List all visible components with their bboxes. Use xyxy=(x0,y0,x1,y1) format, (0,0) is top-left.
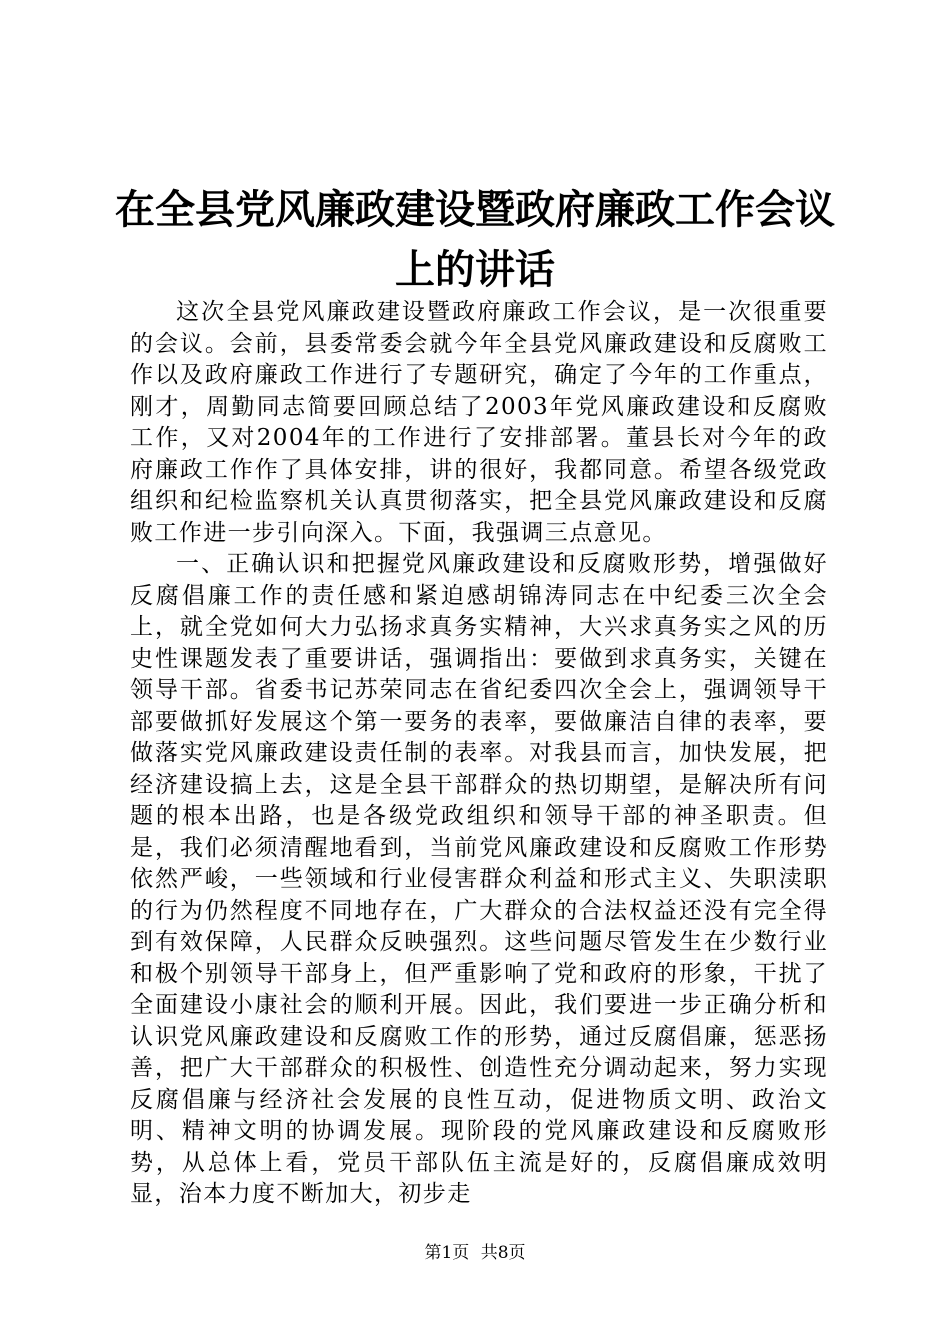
document-body xyxy=(130,297,828,1211)
page-number: 第1页 xyxy=(424,1243,470,1263)
page-total: 共8页 xyxy=(480,1243,526,1263)
document-title: 在全县党风廉政建设暨政府廉政工作会议上的讲话 xyxy=(115,186,835,293)
paragraph-intro: 这次全县党风廉政建设暨政府廉政工作会议，是一次很重要的会议。会前，县委常委会就今年全县党风廉政建设和反腐败工作以及政府廉政工作进行了专题研究，确定了今年的工作重点，刚才，周勤同志简要回顾总结了2003年党风廉政建设和反腐败工作，又对2004年的工作进行了安排部署。董县长对今年的政府廉政工作作了具体安排，讲的很好，我都同意。希望各级党政组织和纪检监察机关认真贯彻落实，把全县党风廉政建设和反腐败工作进一步引向深入。下面，我强调三点意见。 xyxy=(130,299,828,546)
page-footer xyxy=(0,1242,950,1264)
paragraph-section-one: 一、正确认识和把握党风廉政建设和反腐败形势，增强做好反腐倡廉工作的责任感和紧迫感胡锦涛同志在中纪委三次全会上，就全党如何大力弘扬求真务实精神，大兴求真务实之风的历史性课题发表了重要讲话，强调指出：要做到求真务实，关键在领导干部。省委书记苏荣同志在省纪委四次全会上，强调领导干部要做抓好发展这个第一要务的表率，要做廉洁自律的表率，要做落实党风廉政建设责任制的表率。对我县而言，加快发展，把经济建设搞上去，这是全县干部群众的热切期望，是解决所有问题的根本出路，也是各级党政组织和领导干部的神圣职责。但是，我们必须清醒地看到，当前党风廉政建设和反腐败工作形势依然严峻，一些领域和行业侵害群众利益和形式主义、失职渎职的行为仍然程度不同地存在，广大群众的合法权益还没有完全得到有效保障，人民群众反映强烈。这些问题尽管发生在少数行业和极个别领导干部身上，但严重影响了党和政府的形象，干扰了全面建设小康社会的顺利开展。因此，我们要进一步正确分析和认识党风廉政建设和反腐败工作的形势，通过反腐倡廉，惩恶扬善，把广大干部群众的积极性、创造性充分调动起来，努力实现反腐倡廉与经济社会发展的良性互动，促进物质文明、政治文明、精神文明的协调发展。现阶段的党风廉政建设和反腐败形势，从总体上看，党员干部队伍主流是好的，反腐倡廉成效明显，治本力度不断加大，初步走 xyxy=(130,551,828,1207)
